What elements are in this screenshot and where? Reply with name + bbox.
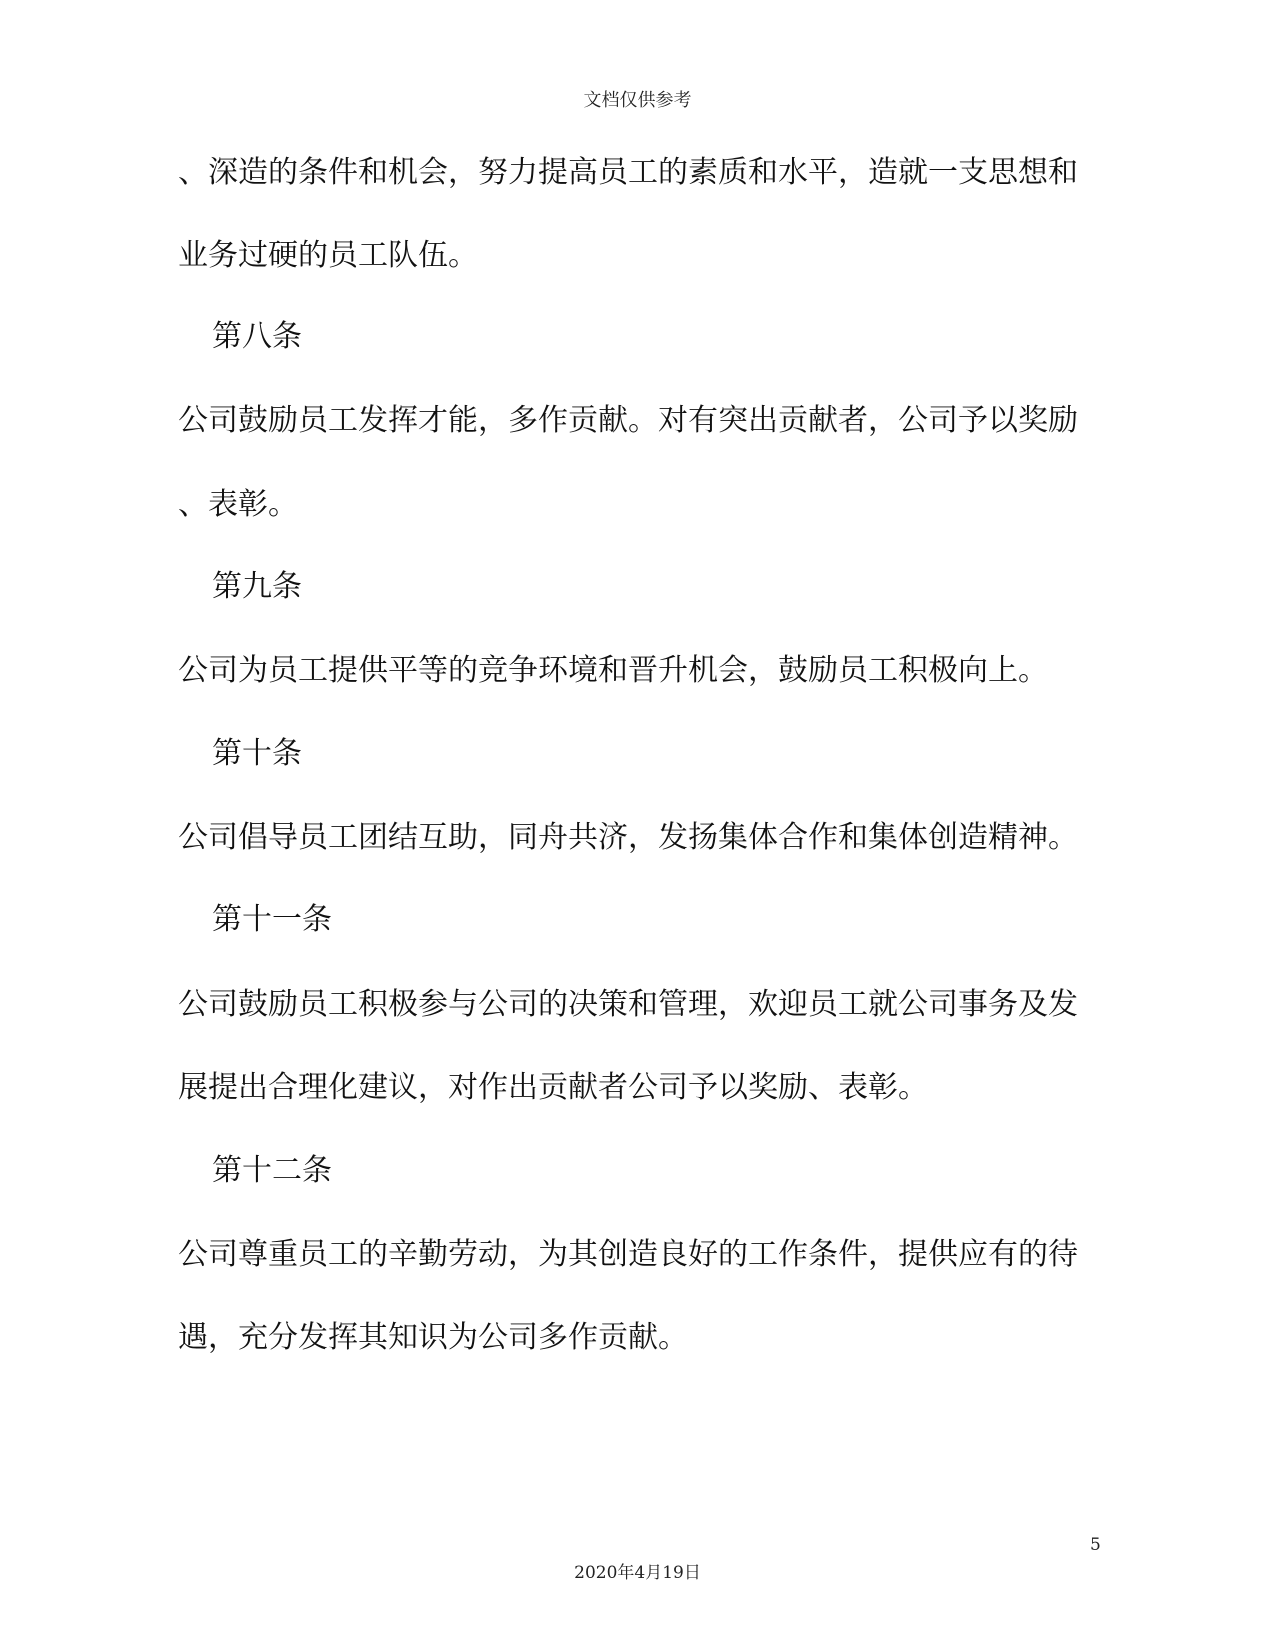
- body-line: 公司鼓励员工积极参与公司的决策和管理，欢迎员工就公司事务及发: [178, 987, 1078, 1022]
- body-line: 、深造的条件和机会，努力提高员工的素质和水平，造就一支思想和: [178, 155, 1078, 190]
- body-line: 公司尊重员工的辛勤劳动，为其创造良好的工作条件，提供应有的待: [178, 1237, 1078, 1272]
- body-line: 业务过硬的员工队伍。: [178, 238, 478, 273]
- article-heading: 第十条: [212, 736, 302, 771]
- article-heading: 第十二条: [212, 1153, 332, 1188]
- article-heading: 第八条: [212, 319, 302, 354]
- body-line: 遇，充分发挥其知识为公司多作贡献。: [178, 1320, 688, 1355]
- page-number: 5: [1090, 1535, 1101, 1555]
- body-line: 公司鼓励员工发挥才能，多作贡献。对有突出贡献者，公司予以奖励: [178, 403, 1078, 438]
- article-heading: 第十一条: [212, 902, 332, 937]
- page-header: 文档仅供参考: [583, 90, 692, 111]
- body-line: 公司倡导员工团结互助，同舟共济，发扬集体合作和集体创造精神。: [178, 820, 1078, 855]
- body-line: 、表彰。: [178, 487, 298, 522]
- body-line: 展提出合理化建议，对作出贡献者公司予以奖励、表彰。: [178, 1070, 928, 1105]
- footer-date: 2020年4月19日: [574, 1563, 701, 1583]
- article-heading: 第九条: [212, 569, 302, 604]
- body-line: 公司为员工提供平等的竞争环境和晋升机会，鼓励员工积极向上。: [178, 653, 1048, 688]
